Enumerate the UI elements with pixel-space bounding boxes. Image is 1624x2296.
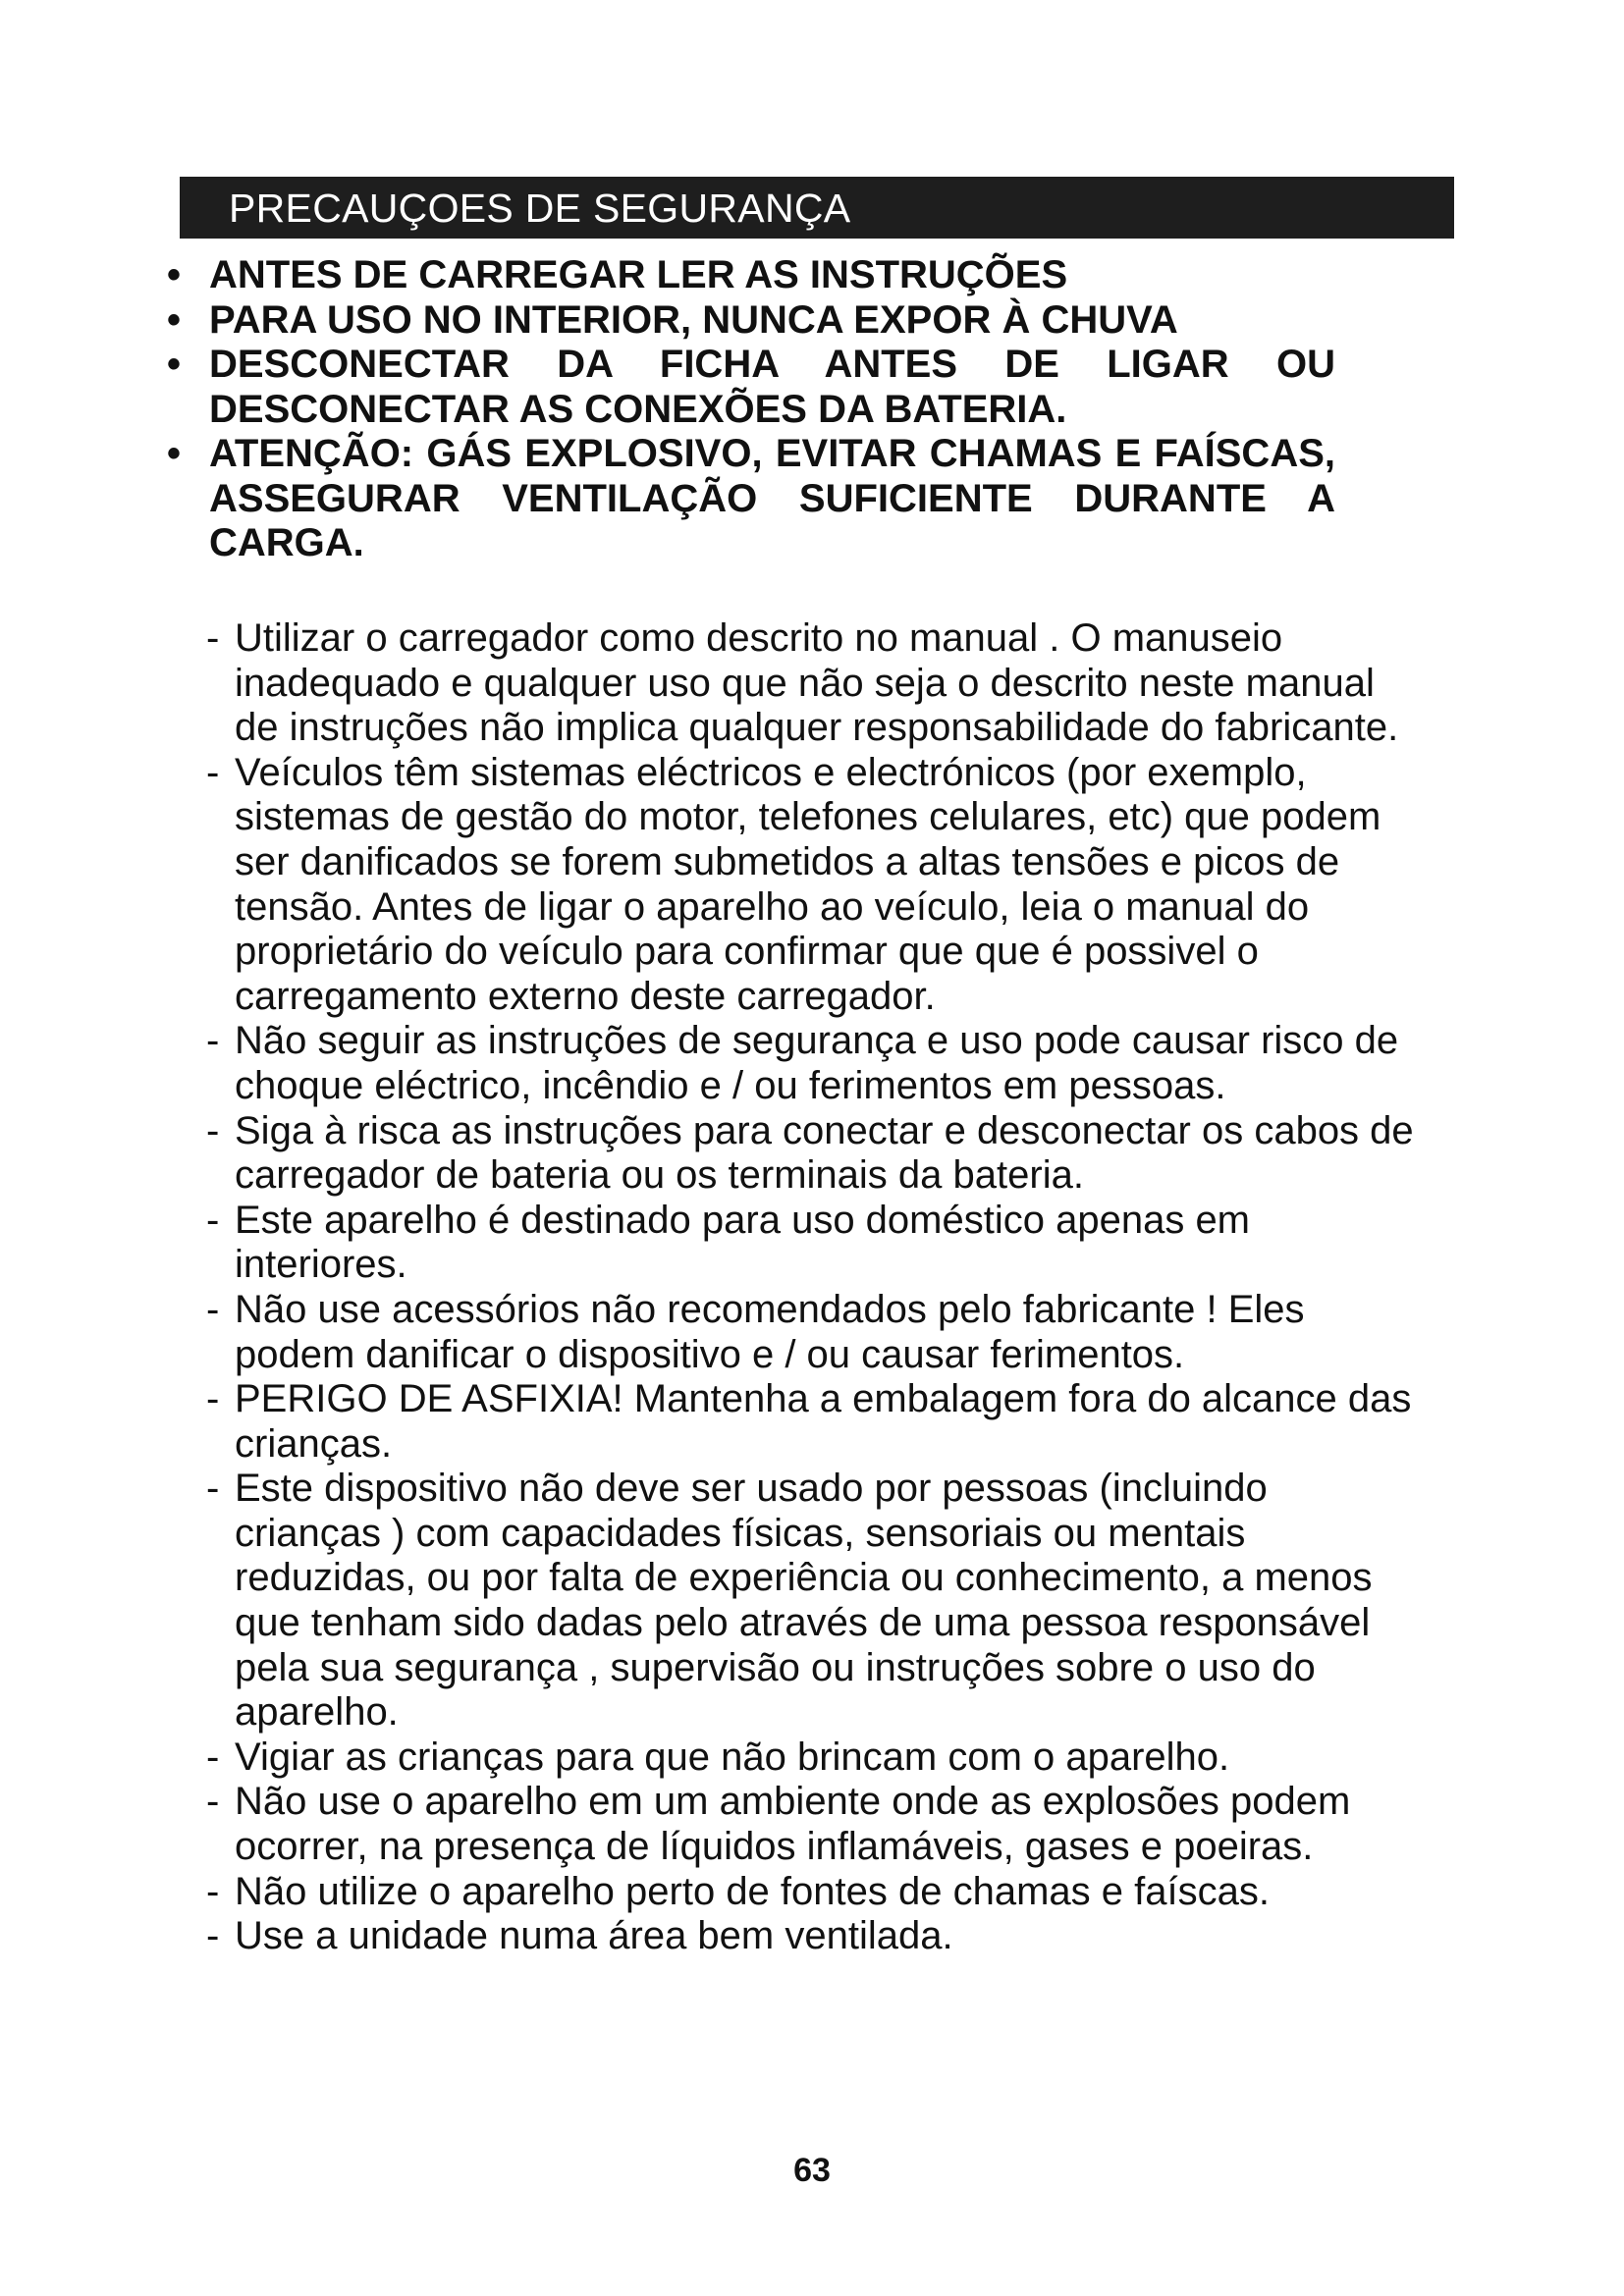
dash-icon: - bbox=[206, 616, 220, 660]
rule-item bbox=[206, 1914, 1424, 1959]
rule-text: Não use o aparelho em um ambiente onde as explosões podem ocorrer, na presença de líquidos inflamáveis, gases e poeiras. bbox=[235, 1780, 1351, 1869]
rule-item bbox=[206, 1780, 1424, 1869]
warning-text: DESCONECTAR DA FICHA ANTES DE LIGAR OU DESCONECTAR AS CONEXÕES DA BATERIA. bbox=[209, 343, 1335, 431]
rule-item bbox=[206, 1199, 1424, 1288]
rule-item bbox=[206, 1377, 1424, 1467]
rule-text: Veículos têm sistemas eléctricos e electrónicos (por exemplo, sistemas de gestão do motor, telefones celulares, etc) que podem ser danificados se forem submetidos a altas tensões e picos de tensão. Antes de ligar o aparelho ao veículo, leia o manual do proprietário do veículo para confirmar que que é possivel o carregamento externo deste carregador. bbox=[235, 750, 1381, 1018]
rule-text: Este aparelho é destinado para uso doméstico apenas em interiores. bbox=[235, 1198, 1251, 1287]
bullet-icon: • bbox=[167, 297, 182, 342]
dash-icon: - bbox=[206, 1377, 220, 1421]
bullet-icon: • bbox=[167, 343, 182, 386]
dash-icon: - bbox=[206, 1198, 220, 1242]
warning-item bbox=[167, 298, 1335, 344]
dash-icon: - bbox=[206, 1735, 220, 1779]
page-number: 63 bbox=[793, 2152, 831, 2189]
safety-rules-list bbox=[206, 616, 1424, 1959]
section-title: PRECAUÇOES DE SEGURANÇA bbox=[229, 186, 851, 231]
rule-text: Não seguir as instruções de segurança e uso pode causar risco de choque eléctrico, incêndio e / ou ferimentos em pessoas. bbox=[235, 1019, 1399, 1107]
rule-text: Não utilize o aparelho perto de fontes de chamas e faíscas. bbox=[235, 1869, 1270, 1913]
dash-icon: - bbox=[206, 1869, 220, 1913]
dash-icon: - bbox=[206, 1019, 220, 1063]
rule-item bbox=[206, 1109, 1424, 1199]
rule-item bbox=[206, 1288, 1424, 1377]
dash-icon: - bbox=[206, 1287, 220, 1331]
warning-item bbox=[167, 253, 1335, 298]
dash-icon: - bbox=[206, 1108, 220, 1152]
warning-text: PARA USO NO INTERIOR, NUNCA EXPOR À CHUVA bbox=[209, 297, 1178, 342]
rule-item bbox=[206, 1467, 1424, 1735]
rule-text: PERIGO DE ASFIXIA! Mantenha a embalagem fora do alcance das crianças. bbox=[235, 1377, 1412, 1466]
bullet-icon: • bbox=[167, 432, 182, 475]
warning-list bbox=[167, 253, 1335, 566]
dash-icon: - bbox=[206, 750, 220, 794]
rule-text: Este dispositivo não deve ser usado por pessoas (incluindo crianças ) com capacidades físicas, sensoriais ou mentais reduzidas, ou por falta de experiência ou conhecimento, a menos que tenham sido dadas pelo através de uma pessoa responsável pela sua segurança , supervisão ou instruções sobre o uso do aparelho. bbox=[235, 1467, 1373, 1735]
rule-text: Use a unidade numa área bem ventilada. bbox=[235, 1914, 953, 1958]
warning-item bbox=[167, 432, 1335, 566]
rule-item bbox=[206, 1735, 1424, 1781]
warning-item bbox=[167, 343, 1335, 432]
rule-item bbox=[206, 1019, 1424, 1108]
warning-text: ANTES DE CARREGAR LER AS INSTRUÇÕES bbox=[209, 253, 1068, 296]
bullet-icon: • bbox=[167, 253, 182, 296]
dash-icon: - bbox=[206, 1467, 220, 1511]
rule-text: Siga à risca as instruções para conectar e desconectar os cabos de carregador de bateria ou os terminais da bateria. bbox=[235, 1108, 1414, 1198]
dash-icon: - bbox=[206, 1914, 220, 1958]
rule-item bbox=[206, 1870, 1424, 1915]
warning-text: ATENÇÃO: GÁS EXPLOSIVO, EVITAR CHAMAS E FAÍSCAS, ASSEGURAR VENTILAÇÃO SUFICIENTE DURANTE A CARGA. bbox=[209, 432, 1335, 564]
dash-icon: - bbox=[206, 1780, 220, 1824]
rule-item bbox=[206, 616, 1424, 751]
rule-text: Não use acessórios não recomendados pelo fabricante ! Eles podem danificar o dispositivo e / ou causar ferimentos. bbox=[235, 1287, 1305, 1376]
rule-item bbox=[206, 751, 1424, 1020]
rule-text: Utilizar o carregador como descrito no manual . O manuseio inadequado e qualquer uso que não seja o descrito neste manual de instruções não implica qualquer responsabilidade do fabricante. bbox=[235, 616, 1399, 750]
section-header bbox=[180, 177, 1454, 239]
rule-text: Vigiar as crianças para que não brincam com o aparelho. bbox=[235, 1735, 1230, 1779]
